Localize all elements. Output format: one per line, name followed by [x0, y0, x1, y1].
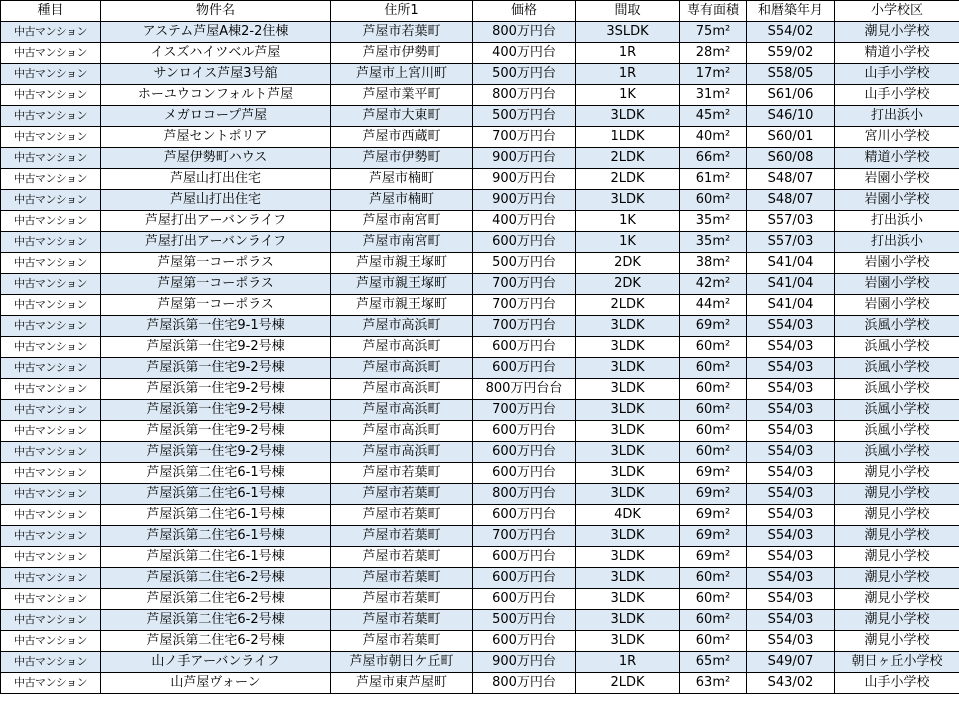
built-date-cell[interactable]: S54/03	[747, 610, 835, 631]
type-cell[interactable]: 中古マンション	[1, 526, 101, 547]
table-row	[1, 505, 959, 526]
type-cell[interactable]: 中古マンション	[1, 337, 101, 358]
floor-area-cell[interactable]: 61m²	[680, 169, 747, 190]
address-cell[interactable]: 芦屋市若葉町	[331, 505, 473, 526]
table-row	[1, 358, 959, 379]
address-cell[interactable]: 芦屋市上宮川町	[331, 64, 473, 85]
type-cell[interactable]: 中古マンション	[1, 316, 101, 337]
school-district-cell[interactable]: 潮見小学校	[835, 463, 959, 484]
layout-cell[interactable]: 1LDK	[576, 127, 680, 148]
floor-area-cell[interactable]: 60m²	[680, 631, 747, 652]
address-cell[interactable]: 芦屋市高浜町	[331, 421, 473, 442]
price-cell[interactable]: 500万円台	[473, 106, 576, 127]
type-cell[interactable]: 中古マンション	[1, 421, 101, 442]
type-cell[interactable]: 中古マンション	[1, 379, 101, 400]
layout-cell[interactable]: 1K	[576, 85, 680, 106]
table-row	[1, 190, 959, 211]
property-name-cell[interactable]: 芦屋山打出住宅	[101, 190, 331, 211]
layout-cell[interactable]: 3LDK	[576, 421, 680, 442]
floor-area-cell[interactable]: 69m²	[680, 463, 747, 484]
price-cell[interactable]: 600万円台	[473, 358, 576, 379]
price-cell[interactable]: 800万円台	[473, 673, 576, 694]
school-district-cell[interactable]: 岩園小学校	[835, 253, 959, 274]
floor-area-cell[interactable]: 66m²	[680, 148, 747, 169]
layout-cell[interactable]: 2DK	[576, 274, 680, 295]
floor-area-cell[interactable]: 42m²	[680, 274, 747, 295]
built-date-cell[interactable]: S48/07	[747, 190, 835, 211]
school-district-cell[interactable]: 浜風小学校	[835, 442, 959, 463]
address-cell[interactable]: 芦屋市南宮町	[331, 232, 473, 253]
price-cell[interactable]: 600万円台	[473, 568, 576, 589]
school-district-cell[interactable]: 潮見小学校	[835, 589, 959, 610]
property-name-cell[interactable]: 芦屋浜第一住宅9-2号棟	[101, 400, 331, 421]
property-name-cell[interactable]: 山芦屋ヴォーン	[101, 673, 331, 694]
type-cell[interactable]: 中古マンション	[1, 232, 101, 253]
floor-area-cell[interactable]: 69m²	[680, 526, 747, 547]
property-name-cell[interactable]: 芦屋第一コーポラス	[101, 274, 331, 295]
type-cell[interactable]: 中古マンション	[1, 64, 101, 85]
address-cell[interactable]: 芦屋市伊勢町	[331, 43, 473, 64]
property-name-cell[interactable]: 芦屋打出アーバンライフ	[101, 232, 331, 253]
school-district-cell[interactable]: 宮川小学校	[835, 127, 959, 148]
table-row	[1, 232, 959, 253]
built-date-cell[interactable]: S60/01	[747, 127, 835, 148]
type-cell[interactable]: 中古マンション	[1, 106, 101, 127]
type-cell[interactable]: 中古マンション	[1, 568, 101, 589]
built-date-cell[interactable]: S54/03	[747, 463, 835, 484]
price-cell[interactable]: 700万円台	[473, 316, 576, 337]
column-header-layout[interactable]: 間取	[576, 1, 680, 22]
price-cell[interactable]: 700万円台	[473, 295, 576, 316]
school-district-cell[interactable]: 山手小学校	[835, 85, 959, 106]
type-cell[interactable]: 中古マンション	[1, 631, 101, 652]
price-cell[interactable]: 800万円台	[473, 484, 576, 505]
floor-area-cell[interactable]: 75m²	[680, 22, 747, 43]
floor-area-cell[interactable]: 60m²	[680, 589, 747, 610]
table-row	[1, 421, 959, 442]
address-cell[interactable]: 芦屋市高浜町	[331, 337, 473, 358]
floor-area-cell[interactable]: 60m²	[680, 358, 747, 379]
school-district-cell[interactable]: 精道小学校	[835, 148, 959, 169]
floor-area-cell[interactable]: 60m²	[680, 337, 747, 358]
property-name-cell[interactable]: 芦屋伊勢町ハウス	[101, 148, 331, 169]
built-date-cell[interactable]: S54/03	[747, 631, 835, 652]
floor-area-cell[interactable]: 69m²	[680, 547, 747, 568]
type-cell[interactable]: 中古マンション	[1, 22, 101, 43]
price-cell[interactable]: 700万円台	[473, 274, 576, 295]
built-date-cell[interactable]: S54/03	[747, 337, 835, 358]
address-cell[interactable]: 芦屋市高浜町	[331, 358, 473, 379]
price-cell[interactable]: 900万円台	[473, 652, 576, 673]
address-cell[interactable]: 芦屋市東芦屋町	[331, 673, 473, 694]
school-district-cell[interactable]: 潮見小学校	[835, 22, 959, 43]
table-row	[1, 673, 959, 694]
property-name-cell[interactable]: 芦屋浜第二住宅6-2号棟	[101, 568, 331, 589]
type-cell[interactable]: 中古マンション	[1, 610, 101, 631]
property-name-cell[interactable]: 芦屋浜第一住宅9-2号棟	[101, 379, 331, 400]
layout-cell[interactable]: 3LDK	[576, 316, 680, 337]
table-row	[1, 316, 959, 337]
type-cell[interactable]: 中古マンション	[1, 652, 101, 673]
table-row	[1, 463, 959, 484]
property-name-cell[interactable]: 芦屋第一コーポラス	[101, 295, 331, 316]
school-district-cell[interactable]: 山手小学校	[835, 673, 959, 694]
price-cell[interactable]: 600万円台	[473, 337, 576, 358]
column-header-school-district[interactable]: 小学校区	[835, 1, 959, 22]
property-name-cell[interactable]: 芦屋浜第一住宅9-2号棟	[101, 337, 331, 358]
address-cell[interactable]: 芦屋市若葉町	[331, 547, 473, 568]
floor-area-cell[interactable]: 60m²	[680, 190, 747, 211]
address-cell[interactable]: 芦屋市楠町	[331, 169, 473, 190]
layout-cell[interactable]: 1R	[576, 652, 680, 673]
floor-area-cell[interactable]: 17m²	[680, 64, 747, 85]
address-cell[interactable]: 芦屋市若葉町	[331, 484, 473, 505]
address-cell[interactable]: 芦屋市楠町	[331, 190, 473, 211]
price-cell[interactable]: 600万円台	[473, 232, 576, 253]
school-district-cell[interactable]: 潮見小学校	[835, 631, 959, 652]
table-row	[1, 400, 959, 421]
header-row	[1, 1, 959, 22]
table-row	[1, 85, 959, 106]
address-cell[interactable]: 芦屋市若葉町	[331, 568, 473, 589]
table-row	[1, 127, 959, 148]
built-date-cell[interactable]: S58/05	[747, 64, 835, 85]
property-name-cell[interactable]: 芦屋浜第二住宅6-2号棟	[101, 589, 331, 610]
built-date-cell[interactable]: S57/03	[747, 232, 835, 253]
property-name-cell[interactable]: 山ノ手アーバンライフ	[101, 652, 331, 673]
type-cell[interactable]: 中古マンション	[1, 211, 101, 232]
address-cell[interactable]: 芦屋市高浜町	[331, 442, 473, 463]
property-name-cell[interactable]: 芦屋浜第二住宅6-2号棟	[101, 631, 331, 652]
table-row	[1, 526, 959, 547]
layout-cell[interactable]: 3SLDK	[576, 22, 680, 43]
type-cell[interactable]: 中古マンション	[1, 673, 101, 694]
layout-cell[interactable]: 1K	[576, 232, 680, 253]
table-row	[1, 337, 959, 358]
table-row	[1, 211, 959, 232]
property-name-cell[interactable]: メガロコープ芦屋	[101, 106, 331, 127]
table-row	[1, 484, 959, 505]
table-row	[1, 22, 959, 43]
layout-cell[interactable]: 3LDK	[576, 442, 680, 463]
price-cell[interactable]: 400万円台	[473, 211, 576, 232]
type-cell[interactable]: 中古マンション	[1, 442, 101, 463]
school-district-cell[interactable]: 岩園小学校	[835, 295, 959, 316]
address-cell[interactable]: 芦屋市若葉町	[331, 463, 473, 484]
layout-cell[interactable]: 3LDK	[576, 463, 680, 484]
table-row	[1, 631, 959, 652]
layout-cell[interactable]: 2LDK	[576, 148, 680, 169]
table-row	[1, 253, 959, 274]
floor-area-cell[interactable]: 45m²	[680, 106, 747, 127]
property-name-cell[interactable]: 芦屋浜第二住宅6-1号棟	[101, 505, 331, 526]
price-cell[interactable]: 600万円台	[473, 463, 576, 484]
column-header-price[interactable]: 価格	[473, 1, 576, 22]
layout-cell[interactable]: 2LDK	[576, 169, 680, 190]
price-cell[interactable]: 700万円台	[473, 127, 576, 148]
floor-area-cell[interactable]: 63m²	[680, 673, 747, 694]
address-cell[interactable]: 芦屋市親王塚町	[331, 274, 473, 295]
floor-area-cell[interactable]: 60m²	[680, 421, 747, 442]
built-date-cell[interactable]: S43/02	[747, 673, 835, 694]
layout-cell[interactable]: 3LDK	[576, 526, 680, 547]
property-name-cell[interactable]: 芦屋セントポリア	[101, 127, 331, 148]
school-district-cell[interactable]: 潮見小学校	[835, 547, 959, 568]
built-date-cell[interactable]: S54/03	[747, 442, 835, 463]
table-row	[1, 379, 959, 400]
price-cell[interactable]: 800万円台	[473, 85, 576, 106]
layout-cell[interactable]: 2LDK	[576, 295, 680, 316]
price-cell[interactable]: 900万円台	[473, 148, 576, 169]
layout-cell[interactable]: 3LDK	[576, 106, 680, 127]
layout-cell[interactable]: 4DK	[576, 505, 680, 526]
column-header-floor-area[interactable]: 専有面積	[680, 1, 747, 22]
price-cell[interactable]: 600万円台	[473, 631, 576, 652]
floor-area-cell[interactable]: 35m²	[680, 232, 747, 253]
built-date-cell[interactable]: S60/08	[747, 148, 835, 169]
layout-cell[interactable]: 3LDK	[576, 337, 680, 358]
floor-area-cell[interactable]: 38m²	[680, 253, 747, 274]
property-name-cell[interactable]: 芦屋第一コーポラス	[101, 253, 331, 274]
property-name-cell[interactable]: サンロイス芦屋3号舘	[101, 64, 331, 85]
school-district-cell[interactable]: 浜風小学校	[835, 400, 959, 421]
layout-cell[interactable]: 3LDK	[576, 568, 680, 589]
property-name-cell[interactable]: イスズハイツベル芦屋	[101, 43, 331, 64]
type-cell[interactable]: 中古マンション	[1, 505, 101, 526]
table-row	[1, 43, 959, 64]
property-name-cell[interactable]: 芦屋浜第一住宅9-2号棟	[101, 421, 331, 442]
built-date-cell[interactable]: S54/03	[747, 589, 835, 610]
table-row	[1, 589, 959, 610]
price-cell[interactable]: 700万円台	[473, 400, 576, 421]
address-cell[interactable]: 芦屋市親王塚町	[331, 253, 473, 274]
floor-area-cell[interactable]: 60m²	[680, 568, 747, 589]
school-district-cell[interactable]: 打出浜小	[835, 211, 959, 232]
floor-area-cell[interactable]: 60m²	[680, 442, 747, 463]
table-row	[1, 652, 959, 673]
type-cell[interactable]: 中古マンション	[1, 400, 101, 421]
floor-area-cell[interactable]: 28m²	[680, 43, 747, 64]
type-cell[interactable]: 中古マンション	[1, 295, 101, 316]
built-date-cell[interactable]: S54/03	[747, 568, 835, 589]
price-cell[interactable]: 500万円台	[473, 253, 576, 274]
column-header-built-date[interactable]: 和暦築年月	[747, 1, 835, 22]
layout-cell[interactable]: 1R	[576, 64, 680, 85]
address-cell[interactable]: 芦屋市若葉町	[331, 610, 473, 631]
school-district-cell[interactable]: 潮見小学校	[835, 526, 959, 547]
table-row	[1, 169, 959, 190]
built-date-cell[interactable]: S54/03	[747, 526, 835, 547]
layout-cell[interactable]: 3LDK	[576, 589, 680, 610]
table-row	[1, 568, 959, 589]
floor-area-cell[interactable]: 44m²	[680, 295, 747, 316]
address-cell[interactable]: 芦屋市若葉町	[331, 631, 473, 652]
table-row	[1, 442, 959, 463]
layout-cell[interactable]: 3LDK	[576, 379, 680, 400]
price-cell[interactable]: 500万円台	[473, 64, 576, 85]
built-date-cell[interactable]: S41/04	[747, 253, 835, 274]
address-cell[interactable]: 芦屋市高浜町	[331, 316, 473, 337]
type-cell[interactable]: 中古マンション	[1, 358, 101, 379]
price-cell[interactable]: 800万円台台	[473, 379, 576, 400]
built-date-cell[interactable]: S54/03	[747, 400, 835, 421]
type-cell[interactable]: 中古マンション	[1, 547, 101, 568]
school-district-cell[interactable]: 朝日ヶ丘小学校	[835, 652, 959, 673]
price-cell[interactable]: 900万円台	[473, 190, 576, 211]
table-row	[1, 274, 959, 295]
property-name-cell[interactable]: 芦屋浜第二住宅6-1号棟	[101, 463, 331, 484]
floor-area-cell[interactable]: 60m²	[680, 610, 747, 631]
table-row	[1, 295, 959, 316]
school-district-cell[interactable]: 浜風小学校	[835, 358, 959, 379]
built-date-cell[interactable]: S61/06	[747, 85, 835, 106]
address-cell[interactable]: 芦屋市西蔵町	[331, 127, 473, 148]
price-cell[interactable]: 600万円台	[473, 547, 576, 568]
type-cell[interactable]: 中古マンション	[1, 253, 101, 274]
floor-area-cell[interactable]: 69m²	[680, 316, 747, 337]
column-header-property-name[interactable]: 物件名	[101, 1, 331, 22]
school-district-cell[interactable]: 岩園小学校	[835, 169, 959, 190]
column-header-address[interactable]: 住所1	[331, 1, 473, 22]
address-cell[interactable]: 芦屋市大東町	[331, 106, 473, 127]
floor-area-cell[interactable]: 35m²	[680, 211, 747, 232]
school-district-cell[interactable]: 岩園小学校	[835, 274, 959, 295]
floor-area-cell[interactable]: 69m²	[680, 484, 747, 505]
type-cell[interactable]: 中古マンション	[1, 484, 101, 505]
table-row	[1, 610, 959, 631]
price-cell[interactable]: 800万円台	[473, 22, 576, 43]
built-date-cell[interactable]: S41/04	[747, 274, 835, 295]
layout-cell[interactable]: 3LDK	[576, 631, 680, 652]
school-district-cell[interactable]: 潮見小学校	[835, 568, 959, 589]
address-cell[interactable]: 芦屋市高浜町	[331, 379, 473, 400]
property-name-cell[interactable]: 芦屋浜第一住宅9-2号棟	[101, 358, 331, 379]
property-name-cell[interactable]: 芦屋浜第二住宅6-1号棟	[101, 484, 331, 505]
layout-cell[interactable]: 3LDK	[576, 190, 680, 211]
built-date-cell[interactable]: S46/10	[747, 106, 835, 127]
table-row	[1, 64, 959, 85]
table-row	[1, 148, 959, 169]
layout-cell[interactable]: 3LDK	[576, 610, 680, 631]
address-cell[interactable]: 芦屋市業平町	[331, 85, 473, 106]
type-cell[interactable]: 中古マンション	[1, 589, 101, 610]
property-name-cell[interactable]: 芦屋山打出住宅	[101, 169, 331, 190]
address-cell[interactable]: 芦屋市若葉町	[331, 589, 473, 610]
type-cell[interactable]: 中古マンション	[1, 190, 101, 211]
address-cell[interactable]: 芦屋市若葉町	[331, 526, 473, 547]
built-date-cell[interactable]: S54/02	[747, 22, 835, 43]
built-date-cell[interactable]: S49/07	[747, 652, 835, 673]
property-name-cell[interactable]: ホーユウコンフォルト芦屋	[101, 85, 331, 106]
school-district-cell[interactable]: 浜風小学校	[835, 337, 959, 358]
property-name-cell[interactable]: アステム芦屋A棟2-2住棟	[101, 22, 331, 43]
layout-cell[interactable]: 3LDK	[576, 484, 680, 505]
property-name-cell[interactable]: 芦屋浜第二住宅6-1号棟	[101, 526, 331, 547]
price-cell[interactable]: 700万円台	[473, 526, 576, 547]
built-date-cell[interactable]: S54/03	[747, 421, 835, 442]
built-date-cell[interactable]: S54/03	[747, 316, 835, 337]
layout-cell[interactable]: 2LDK	[576, 673, 680, 694]
price-cell[interactable]: 600万円台	[473, 589, 576, 610]
property-name-cell[interactable]: 芦屋浜第二住宅6-1号棟	[101, 547, 331, 568]
property-name-cell[interactable]: 芦屋打出アーバンライフ	[101, 211, 331, 232]
floor-area-cell[interactable]: 60m²	[680, 400, 747, 421]
school-district-cell[interactable]: 浜風小学校	[835, 421, 959, 442]
layout-cell[interactable]: 1K	[576, 211, 680, 232]
built-date-cell[interactable]: S54/03	[747, 505, 835, 526]
built-date-cell[interactable]: S54/03	[747, 358, 835, 379]
layout-cell[interactable]: 2DK	[576, 253, 680, 274]
price-cell[interactable]: 400万円台	[473, 43, 576, 64]
type-cell[interactable]: 中古マンション	[1, 463, 101, 484]
type-cell[interactable]: 中古マンション	[1, 43, 101, 64]
school-district-cell[interactable]: 潮見小学校	[835, 610, 959, 631]
address-cell[interactable]: 芦屋市伊勢町	[331, 148, 473, 169]
layout-cell[interactable]: 3LDK	[576, 358, 680, 379]
built-date-cell[interactable]: S48/07	[747, 169, 835, 190]
address-cell[interactable]: 芦屋市南宮町	[331, 211, 473, 232]
school-district-cell[interactable]: 打出浜小	[835, 232, 959, 253]
price-cell[interactable]: 500万円台	[473, 610, 576, 631]
school-district-cell[interactable]: 潮見小学校	[835, 484, 959, 505]
floor-area-cell[interactable]: 60m²	[680, 379, 747, 400]
type-cell[interactable]: 中古マンション	[1, 127, 101, 148]
layout-cell[interactable]: 3LDK	[576, 400, 680, 421]
price-cell[interactable]: 600万円台	[473, 421, 576, 442]
layout-cell[interactable]: 1R	[576, 43, 680, 64]
address-cell[interactable]: 芦屋市親王塚町	[331, 295, 473, 316]
price-cell[interactable]: 600万円台	[473, 442, 576, 463]
school-district-cell[interactable]: 山手小学校	[835, 64, 959, 85]
price-cell[interactable]: 600万円台	[473, 505, 576, 526]
type-cell[interactable]: 中古マンション	[1, 274, 101, 295]
type-cell[interactable]: 中古マンション	[1, 169, 101, 190]
school-district-cell[interactable]: 打出浜小	[835, 106, 959, 127]
school-district-cell[interactable]: 精道小学校	[835, 43, 959, 64]
type-cell[interactable]: 中古マンション	[1, 148, 101, 169]
table-row	[1, 106, 959, 127]
school-district-cell[interactable]: 潮見小学校	[835, 505, 959, 526]
type-cell[interactable]: 中古マンション	[1, 85, 101, 106]
address-cell[interactable]: 芦屋市高浜町	[331, 400, 473, 421]
school-district-cell[interactable]: 岩園小学校	[835, 190, 959, 211]
floor-area-cell[interactable]: 31m²	[680, 85, 747, 106]
layout-cell[interactable]: 3LDK	[576, 547, 680, 568]
school-district-cell[interactable]: 浜風小学校	[835, 379, 959, 400]
table-row	[1, 547, 959, 568]
built-date-cell[interactable]: S41/04	[747, 295, 835, 316]
school-district-cell[interactable]: 浜風小学校	[835, 316, 959, 337]
built-date-cell[interactable]: S59/02	[747, 43, 835, 64]
built-date-cell[interactable]: S57/03	[747, 211, 835, 232]
price-cell[interactable]: 900万円台	[473, 169, 576, 190]
floor-area-cell[interactable]: 65m²	[680, 652, 747, 673]
address-cell[interactable]: 芦屋市朝日ケ丘町	[331, 652, 473, 673]
built-date-cell[interactable]: S54/03	[747, 547, 835, 568]
property-name-cell[interactable]: 芦屋浜第一住宅9-2号棟	[101, 442, 331, 463]
property-name-cell[interactable]: 芦屋浜第二住宅6-2号棟	[101, 610, 331, 631]
built-date-cell[interactable]: S54/03	[747, 484, 835, 505]
floor-area-cell[interactable]: 40m²	[680, 127, 747, 148]
address-cell[interactable]: 芦屋市若葉町	[331, 22, 473, 43]
column-header-type[interactable]: 種目	[1, 1, 101, 22]
floor-area-cell[interactable]: 69m²	[680, 505, 747, 526]
property-name-cell[interactable]: 芦屋浜第一住宅9-1号棟	[101, 316, 331, 337]
built-date-cell[interactable]: S54/03	[747, 379, 835, 400]
